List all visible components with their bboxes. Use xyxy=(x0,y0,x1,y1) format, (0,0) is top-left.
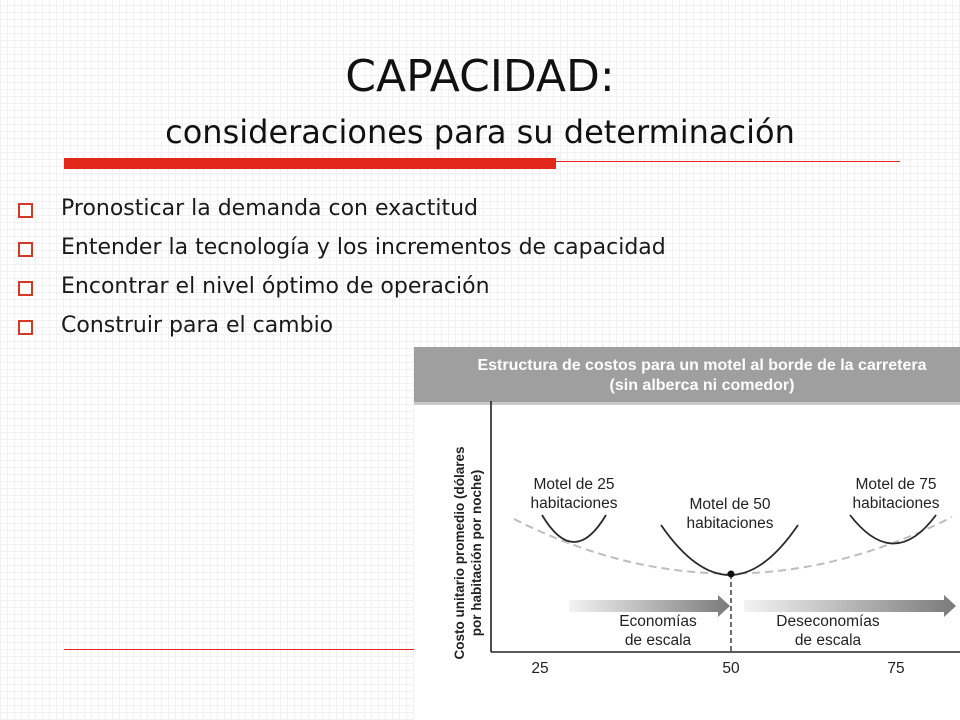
y-axis-title-line2: por habitación por noche) xyxy=(469,469,484,637)
optimum-point xyxy=(728,571,735,578)
title-underline-thin xyxy=(556,161,900,162)
curve-label-50-line2: habitaciones xyxy=(686,515,774,532)
y-axis-title-line1: Costo unitario promedio (dólares xyxy=(452,446,467,660)
bullet-item xyxy=(18,308,666,347)
bullet-list xyxy=(18,191,666,347)
curve-label-75-line1: Motel de 75 xyxy=(855,476,937,493)
economies-label-line2: de escala xyxy=(624,632,692,649)
curve-label-75-line2: habitaciones xyxy=(852,495,940,512)
economies-label-line1: Economías xyxy=(619,613,697,630)
square-bullet-icon xyxy=(18,281,33,296)
bullet-text: Encontrar el nivel óptimo de operación xyxy=(61,274,490,299)
bullet-text: Entender la tecnología y los incrementos de capacidad xyxy=(61,235,666,260)
figure-title: Estructura de costos para un motel al borde de la carretera xyxy=(477,357,927,374)
cost-curves-diagram xyxy=(414,347,960,720)
x-tick-label-50: 50 xyxy=(722,660,740,677)
x-tick-label-25: 25 xyxy=(531,660,549,677)
diseconomies-label-line1: Deseconomías xyxy=(776,613,880,630)
curve-label-25-line2: habitaciones xyxy=(530,495,618,512)
cost-curve-75 xyxy=(850,515,936,544)
bullet-text: Pronosticar la demanda con exactitud xyxy=(61,196,479,221)
square-bullet-icon xyxy=(18,242,33,257)
title-underline-thick xyxy=(64,158,556,169)
curve-label-25-line1: Motel de 25 xyxy=(533,476,615,493)
cost-structure-figure xyxy=(414,347,960,720)
cost-curve-50 xyxy=(661,525,798,575)
footer-rule xyxy=(64,649,424,650)
figure-subtitle: (sin alberca ni comedor) xyxy=(609,377,795,394)
slide-subtitle: consideraciones para su determinación xyxy=(165,113,795,151)
square-bullet-icon xyxy=(18,320,33,335)
square-bullet-icon xyxy=(18,203,33,218)
curve-label-50-line1: Motel de 50 xyxy=(689,496,771,513)
diseconomies-label-line2: de escala xyxy=(794,632,862,649)
x-tick-label-75: 75 xyxy=(887,660,905,677)
bullet-text: Construir para el cambio xyxy=(61,313,334,338)
bullet-item xyxy=(18,230,666,269)
cost-curve-25 xyxy=(542,515,606,542)
slide-title: CAPACIDAD: xyxy=(345,51,615,102)
bullet-item xyxy=(18,191,666,230)
bullet-item xyxy=(18,269,666,308)
